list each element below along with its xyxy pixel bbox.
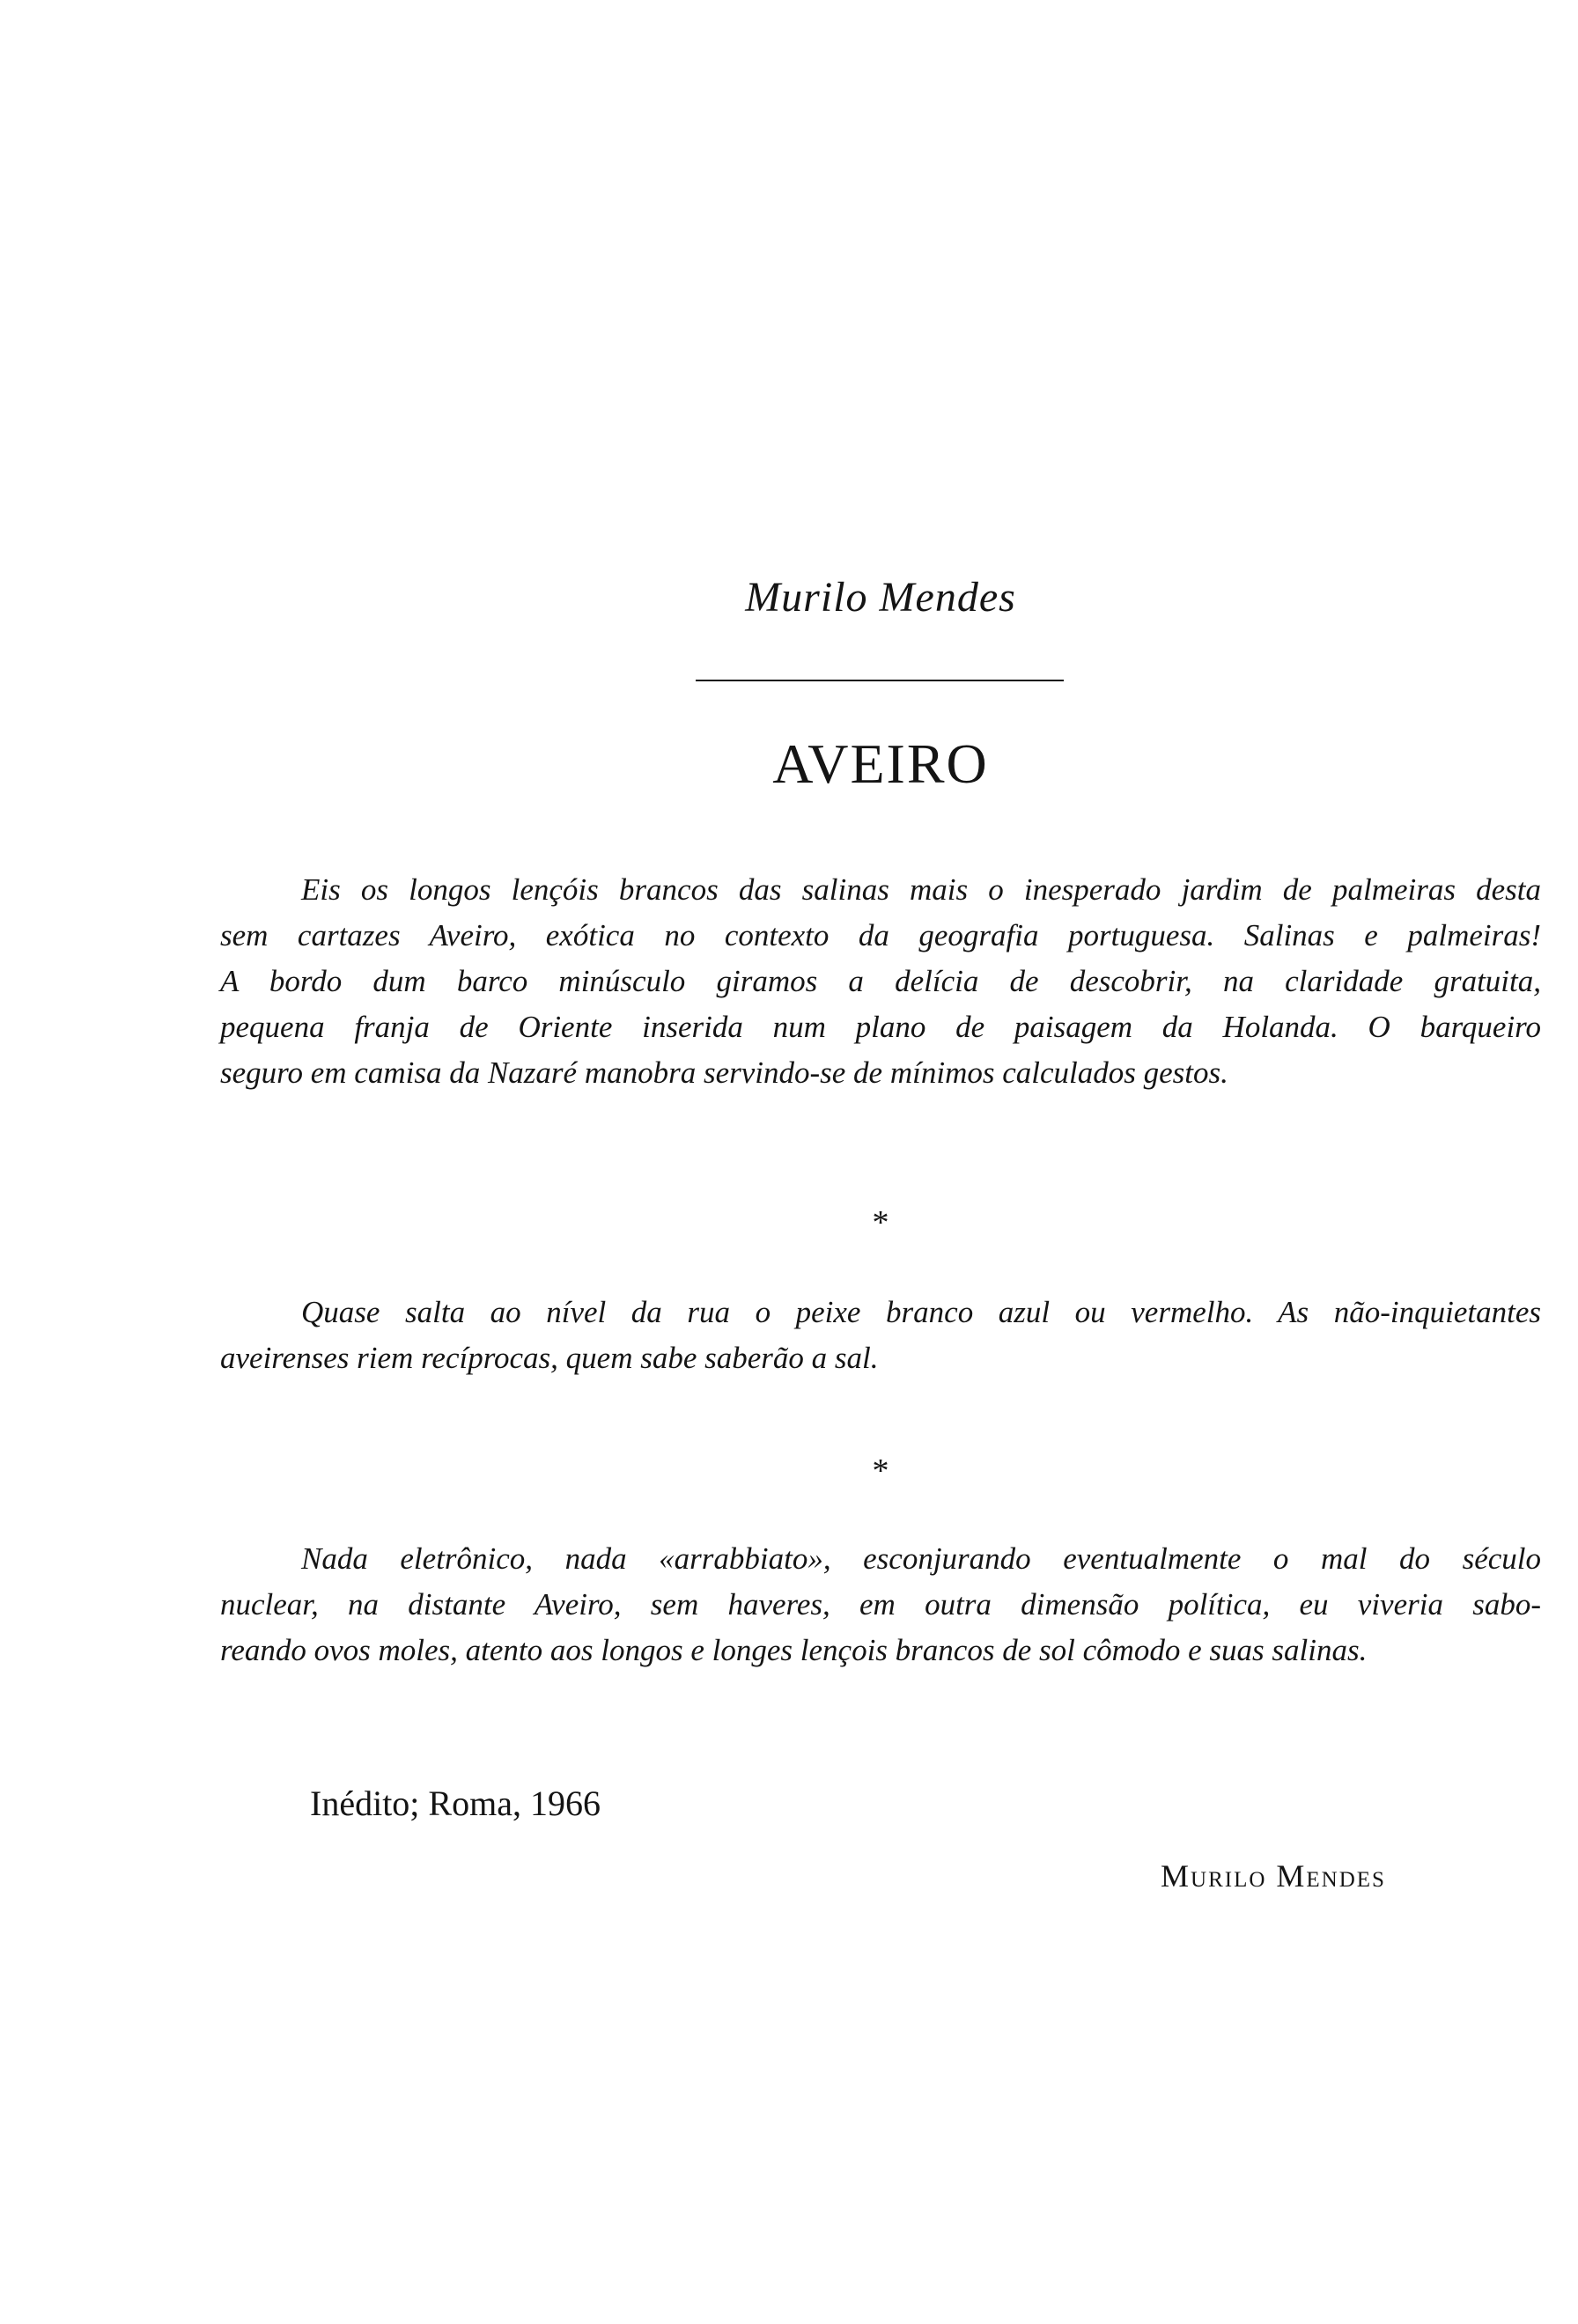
- title-divider: [696, 680, 1064, 681]
- asterisk-separator: *: [872, 1452, 889, 1489]
- asterisk-separator: *: [872, 1204, 889, 1241]
- stanza-1: [220, 867, 1541, 1096]
- stanza-line: nuclear, na distante Aveiro, sem haveres, em outra dimensão política, eu viveria sabo-: [220, 1587, 1541, 1622]
- source-note: Inédito; Roma, 1966: [310, 1783, 601, 1823]
- stanza-line: pequena franja de Oriente inserida num plano de paisagem da Holanda. O barqueiro: [220, 1010, 1541, 1044]
- stanza-line: reando ovos moles, atento aos longos e longes lençois brancos de sol cômodo e suas salinas.: [220, 1633, 1368, 1667]
- stanza-line: Nada eletrônico, nada «arrabbiato», esconjurando eventualmente o mal do século: [301, 1541, 1541, 1576]
- stanza-line: sem cartazes Aveiro, exótica no contexto da geografia portuguesa. Salinas e palmeiras!: [220, 918, 1541, 952]
- stanza-line: Quase salta ao nível da rua o peixe branco azul ou vermelho. As não-inquietantes: [301, 1295, 1541, 1329]
- stanza-2: [220, 1290, 1541, 1381]
- stanza-line: Eis os longos lençóis brancos das salinas mais o inesperado jardim de palmeiras desta: [301, 872, 1541, 907]
- stanza-line: aveirenses riem recíprocas, quem sabe saberão a sal.: [220, 1341, 879, 1375]
- poem-title: AVEIRO: [772, 732, 989, 795]
- author-heading: Murilo Mendes: [745, 574, 1016, 621]
- stanza-line: A bordo dum barco minúsculo giramos a delícia de descobrir, na claridade gratuita,: [220, 964, 1541, 998]
- stanza-line: seguro em camisa da Nazaré manobra servindo-se de mínimos calculados gestos.: [220, 1055, 1228, 1090]
- author-signature: Murilo Mendes: [1161, 1858, 1386, 1894]
- stanza-3: [220, 1536, 1541, 1673]
